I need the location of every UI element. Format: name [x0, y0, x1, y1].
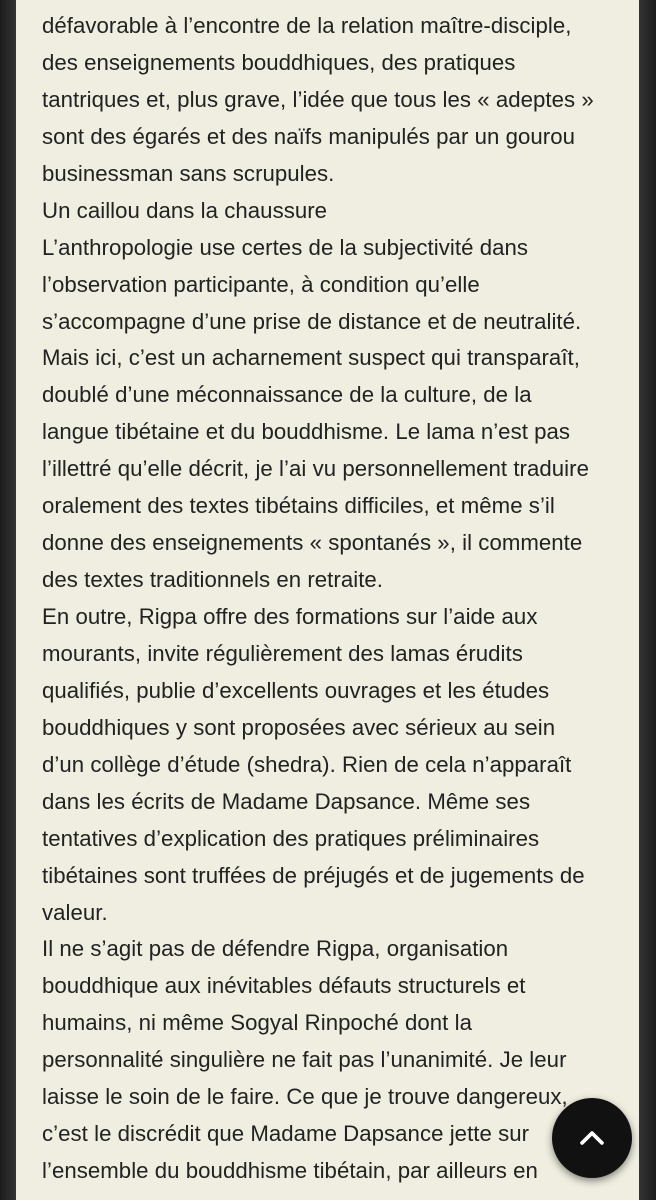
paragraph-line: doublé d’une méconnaissance de la culture, de la	[42, 382, 532, 408]
paragraph-line: businessman sans scrupules.	[42, 160, 335, 186]
paragraph-line: L’anthropologie use certes de la subjectivité dans	[42, 234, 529, 260]
paragraph-line: valeur.	[42, 899, 108, 925]
paragraph-line: sont des égarés et des naïfs manipulés par un gourou	[42, 123, 575, 149]
right-screen-edge	[639, 0, 656, 1200]
paragraph-line: Un caillou dans la chaussure	[42, 197, 328, 223]
paragraph-line: l’ensemble du bouddhisme tibétain, par ailleurs en	[42, 1158, 538, 1184]
article-paragraph	[42, 8, 632, 193]
paragraph-line: s’accompagne d’une prise de distance et de neutralité.	[42, 308, 582, 334]
paragraph-line: mourants, invite régulièrement des lamas érudits	[42, 640, 523, 666]
article-paragraph	[42, 599, 632, 931]
paragraph-line: tibétaines sont truffées de préjugés et de jugements de	[42, 862, 585, 888]
paragraph-line: qualifiés, publie d’excellents ouvrages et les études	[42, 677, 550, 703]
paragraph-line: bouddhique aux inévitables défauts structurels et	[42, 973, 526, 999]
paragraph-line: donne des enseignements « spontanés », il commente	[42, 530, 583, 556]
paragraph-line: des enseignements bouddhiques, des pratiques	[42, 49, 516, 75]
paragraph-line: c’est le discrédit que Madame Dapsance jette sur	[42, 1121, 530, 1147]
article-paragraph	[42, 230, 632, 599]
paragraph-line: dans les écrits de Madame Dapsance. Même ses	[42, 788, 531, 814]
paragraph-line: des textes traditionnels en retraite.	[42, 567, 384, 593]
paragraph-line: d’un collège d’étude (shedra). Rien de cela n’apparaît	[42, 751, 572, 777]
paragraph-line: bouddhiques y sont proposées avec sérieux au sein	[42, 714, 556, 740]
paragraph-line: personnalité singulière ne fait pas l’unanimité. Je leur	[42, 1047, 567, 1073]
paragraph-line: En outre, Rigpa offre des formations sur l’aide aux	[42, 604, 538, 629]
paragraph-line: l’observation participante, à condition qu’elle	[42, 271, 480, 297]
paragraph-line: laisse le soin de le faire. Ce que je trouve dangereux,	[42, 1084, 568, 1110]
paragraph-line: défavorable à l’encontre de la relation maître-disciple,	[42, 13, 572, 38]
scroll-to-top-button[interactable]	[552, 1098, 632, 1178]
left-screen-edge	[0, 0, 16, 1200]
article-page[interactable]	[16, 0, 639, 1200]
paragraph-line: Mais ici, c’est un acharnement suspect qui transparaît,	[42, 345, 580, 371]
paragraph-line: l’illettré qu’elle décrit, je l’ai vu personnellement traduire	[42, 456, 589, 482]
paragraph-line: oralement des textes tibétains difficiles, et même s’il	[42, 493, 555, 519]
paragraph-line: humains, ni même Sogyal Rinpoché dont la	[42, 1010, 472, 1036]
paragraph-line: langue tibétaine et du bouddhisme. Le lama n’est pas	[42, 419, 571, 445]
article-paragraph	[42, 931, 632, 1190]
article-body	[42, 8, 632, 1190]
chevron-up-icon	[575, 1121, 609, 1155]
paragraph-line: Il ne s’agit pas de défendre Rigpa, organisation	[42, 936, 509, 962]
paragraph-line: tentatives d’explication des pratiques préliminaires	[42, 825, 540, 851]
paragraph-line: tantriques et, plus grave, l’idée que tous les « adeptes »	[42, 86, 594, 112]
article-paragraph	[42, 193, 632, 230]
